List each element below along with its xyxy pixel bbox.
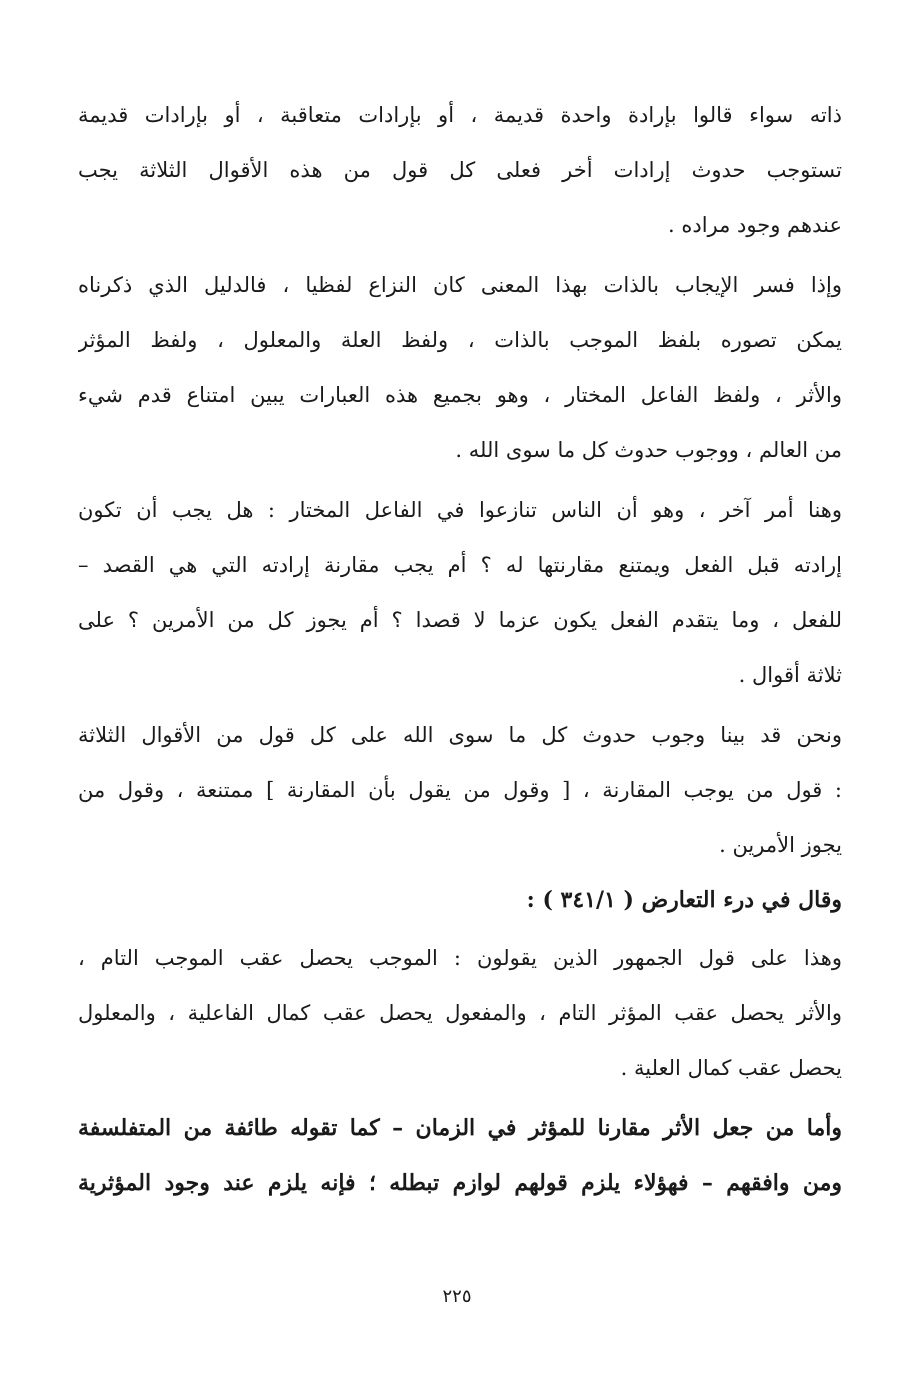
- text-line: إرادته قبل الفعل ويمتنع مقارنتها له ؟ أم يجب مقارنة إرادته التي هي القصد –: [78, 553, 842, 577]
- text-line: ومن وافقهم – فهؤلاء يلزم قولهم لوازم تبطله ؛ فإنه يلزم عند وجود المؤثرية: [78, 1170, 842, 1196]
- text-line: للفعل ، وما يتقدم الفعل يكون عزما لا قصدا ؟ أم يجوز كل من الأمرين ؟ على: [78, 608, 842, 632]
- text-line: وهنا أمر آخر ، وهو أن الناس تنازعوا في الفاعل المختار : هل يجب أن تكون: [78, 498, 842, 522]
- text-line: من العالم ، ووجوب حدوث كل ما سوى الله .: [455, 438, 842, 462]
- text-line: ذاته سواء قالوا بإرادة واحدة قديمة ، أو بإرادات متعاقبة ، أو بإرادات قديمة: [78, 103, 842, 127]
- text-line: ونحن قد بينا وجوب حدوث كل ما سوى الله على كل قول من الأقوال الثلاثة: [78, 723, 842, 747]
- text-line: وهذا على قول الجمهور الذين يقولون : الموجب يحصل عقب الموجب التام ،: [78, 946, 842, 970]
- text-line: يحصل عقب كمال العلية .: [620, 1056, 842, 1080]
- section-heading: وقال في درء التعارض ( ٣٤١/١ ) :: [526, 887, 842, 913]
- text-line: يجوز الأمرين .: [719, 833, 842, 857]
- text-line: : قول من يوجب المقارنة ، [ وقول من يقول بأن المقارنة ] ممتنعة ، وقول من: [78, 778, 842, 802]
- text-line: وأما من جعل الأثر مقارنا للمؤثر في الزمان – كما تقوله طائفة من المتفلسفة: [78, 1115, 842, 1141]
- text-line: والأثر ، ولفظ الفاعل المختار ، وهو بجميع هذه العبارات يبين امتناع قدم شيء: [78, 383, 842, 407]
- text-line: يمكن تصوره بلفظ الموجب بالذات ، ولفظ العلة والمعلول ، ولفظ المؤثر: [78, 328, 842, 352]
- text-line: والأثر يحصل عقب المؤثر التام ، والمفعول يحصل عقب كمال الفاعلية ، والمعلول: [78, 1001, 842, 1025]
- page-number: ٢٢٥: [442, 1286, 472, 1307]
- text-line: ثلاثة أقوال .: [738, 663, 842, 687]
- text-line: عندهم وجود مراده .: [668, 213, 842, 237]
- text-line: وإذا فسر الإيجاب بالذات بهذا المعنى كان النزاع لفظيا ، فالدليل الذي ذكرناه: [78, 273, 842, 297]
- text-line: تستوجب حدوث إرادات أخر فعلى كل قول من هذه الأقوال الثلاثة يجب: [78, 158, 842, 182]
